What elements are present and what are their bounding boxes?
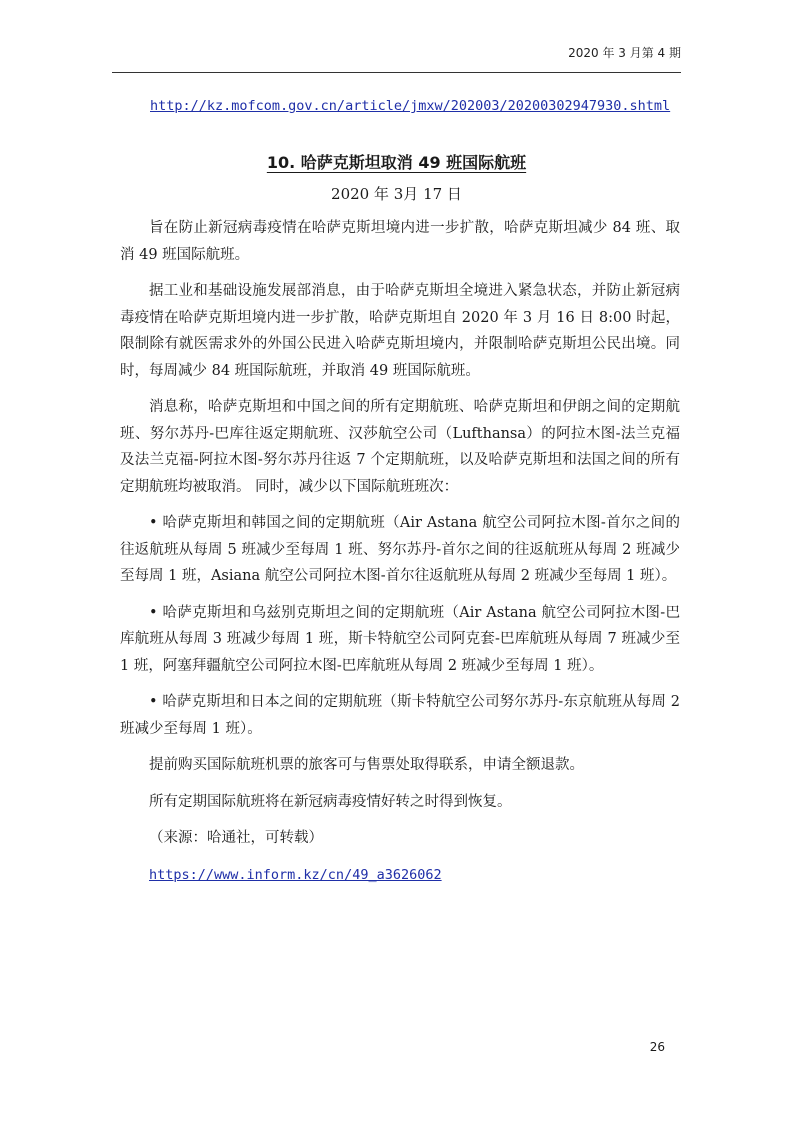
- article-title: 10. 哈萨克斯坦取消 49 班国际航班: [266, 153, 527, 172]
- paragraph: 据工业和基础设施发展部消息，由于哈萨克斯坦全境进入紧急状态，并防止新冠病毒疫情在哈萨克斯坦境内进一步扩散，哈萨克斯坦自 2020 年 3 月 16 日 8:00 时起，限制除有就医需求外的外国公民进入哈萨克斯坦境内，并限制哈萨克斯坦公民出境。同时，每周减少 84 班国际航班，并取消 49 班国际航班。: [120, 283, 680, 379]
- source-link-line: [120, 862, 680, 889]
- page-number: 26: [649, 1040, 665, 1054]
- paragraph: 提前购买国际航班机票的旅客可与售票处取得联系，申请全额退款。: [149, 757, 584, 773]
- bullet-item: • 哈萨克斯坦和乌兹别克斯坦之间的定期航班（Air Astana 航空公司阿拉木图-巴库航班从每周 3 班减少每周 1 班，斯卡特航空公司阿克套-巴库航班从每周 7 班减少至 1 班，阿塞拜疆航空公司阿拉木图-巴库航班从每周 2 班减少至每周 1 班）。: [120, 604, 680, 674]
- paragraph: 旨在防止新冠病毒疫情在哈萨克斯坦境内进一步扩散，哈萨克斯坦减少 84 班、取消 49 班国际航班。: [120, 220, 680, 263]
- bullet-item: • 哈萨克斯坦和韩国之间的定期航班（Air Astana 航空公司阿拉木图-首尔之间的往返航班从每周 5 班减少至每周 1 班、努尔苏丹-首尔之间的往返航班从每周 2 班减少至每周 1 班，Asiana 航空公司阿拉木图-首尔往返航班从每周 2 班减少至每周 1 班）。: [120, 515, 680, 584]
- header-issue: 2020 年 3 月第 4 期: [568, 46, 681, 60]
- reference-link[interactable]: http://kz.mofcom.gov.cn/article/jmxw/202003/20200302947930.shtml: [150, 98, 671, 114]
- paragraph: 消息称，哈萨克斯坦和中国之间的所有定期航班、哈萨克斯坦和伊朗之间的定期航班、努尔苏丹-巴库往返定期航班、汉莎航空公司（Lufthansa）的阿拉木图-法兰克福及法兰克福-阿拉木图-努尔苏丹往返 7 个定期航班，以及哈萨克斯坦和法国之间的所有定期航班均被取消。 同时，减少以下国际航班班次：: [120, 399, 680, 495]
- paragraph: 所有定期国际航班将在新冠病毒疫情好转之时得到恢复。: [149, 793, 512, 810]
- article-body: [120, 215, 680, 898]
- bullet-item: • 哈萨克斯坦和日本之间的定期航班（斯卡特航空公司努尔苏丹-东京航班从每周 2 班减少至每周 1 班）。: [120, 694, 680, 737]
- article-date: 2020 年 3月 17 日: [331, 185, 462, 203]
- source-link[interactable]: https://www.inform.kz/cn/49_a3626062: [149, 866, 442, 883]
- header-divider: [112, 72, 681, 73]
- source-note: （来源：哈通社，可转载）: [149, 830, 323, 846]
